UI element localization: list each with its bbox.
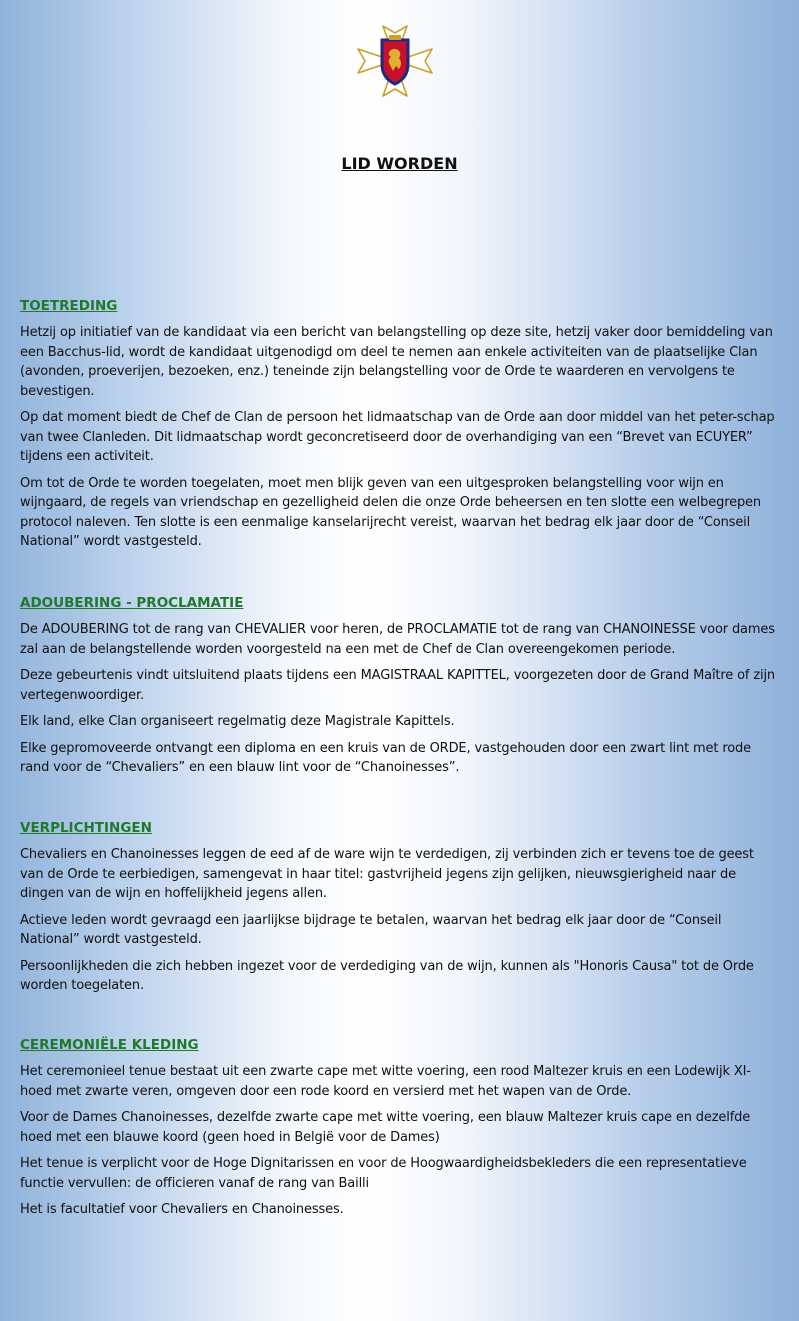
paragraph: De ADOUBERING tot de rang van CHEVALIER voor heren, de PROCLAMATIE tot de rang van CHANOINESSE voor dames zal aan de belangstellende worden voorgesteld na een met de Chef de Clan overeengekomen periode. xyxy=(20,622,775,657)
paragraph: Het tenue is verplicht voor de Hoge Dignitarissen en voor de Hoogwaardigheidsbekleders die een representatieve functie vervullen: de officieren vanaf de rang van Bailli xyxy=(20,1156,747,1191)
paragraph: Elke gepromoveerde ontvangt een diploma en een kruis van de ORDE, vastgehouden door een zwart lint met rode rand voor de “Chevaliers” en een blauw lint voor de “Chanoinesses”. xyxy=(20,740,751,775)
section-heading: CEREMONIËLE KLEDING xyxy=(20,1037,199,1053)
paragraph: Op dat moment biedt de Chef de Clan de persoon het lidmaatschap van de Orde aan door middel van het peter-schap van twee Clanleden. Dit lidmaatschap wordt geconcretiseerd door de overhandiging van een “Brevet van ECUYER” tijdens een activiteit. xyxy=(20,410,775,464)
section-toetreding xyxy=(20,297,780,559)
section-heading: VERPLICHTINGEN xyxy=(20,820,152,836)
section-heading: ADOUBERING - PROCLAMATIE xyxy=(20,595,244,611)
paragraph: Elk land, elke Clan organiseert regelmatig deze Magistrale Kapittels. xyxy=(20,714,455,729)
page-title: LID WORDEN xyxy=(341,154,458,173)
paragraph: Persoonlijkheden die zich hebben ingezet voor de verdediging van de wijn, kunnen als "Honoris Causa" tot de Orde worden toegelaten. xyxy=(20,958,754,993)
paragraph: Om tot de Orde te worden toegelaten, moet men blijk geven van een uitgesproken belangstelling voor wijn en wijngaard, de regels van vriendschap en gezelligheid delen die onze Orde beheersen en ten slotte een welbegrepen protocol naleven. Ten slotte is een eenmalige kanselarijrecht vereist, waarvan het bedrag elk jaar door de “Conseil National” wordt vastgesteld. xyxy=(20,475,761,549)
paragraph: Hetzij op initiatief van de kandidaat via een bericht van belangstelling op deze site, hetzij vaker door bemiddeling van een Bacchus-lid, wordt de kandidaat uitgenodigd om deel te nemen aan enkele activiteiten van de plaatselijke Clan (avonden, proeverijen, bezoeken, enz.) teneinde zijn belangstelling voor de Orde te waarderen en vervolgens te bevestigen. xyxy=(20,325,773,399)
paragraph: Chevaliers en Chanoinesses leggen de eed af de ware wijn te verdedigen, zij verbinden zich er tevens toe de geest van de Orde te eerbiedigen, samengevat in haar titel: gastvrijheid jegens zijn gelijken, nieuwsgierigheid naar de dingen van de wijn en hoffelijkheid jegens allen. xyxy=(20,847,754,901)
paragraph: Deze gebeurtenis vindt uitsluitend plaats tijdens een MAGISTRAAL KAPITTEL, voorgezeten door de Grand Maître of zijn vertegenwoordiger. xyxy=(20,668,776,703)
section-ceremoniele-kleding xyxy=(20,1036,780,1227)
maltese-cross-crest-logo xyxy=(355,22,435,100)
paragraph: Het is facultatief voor Chevaliers en Chanoinesses. xyxy=(20,1202,344,1217)
paragraph: Actieve leden wordt gevraagd een jaarlijkse bijdrage te betalen, waarvan het bedrag elk jaar door de “Conseil National” wordt vastgesteld. xyxy=(20,912,722,947)
crest-crown xyxy=(389,35,401,40)
paragraph: Voor de Dames Chanoinesses, dezelfde zwarte cape met witte voering, een blauw Maltezer kruis cape en dezelfde hoed met een blauwe koord (geen hoed in België voor de Dames) xyxy=(20,1110,751,1145)
section-heading: TOETREDING xyxy=(20,298,118,314)
section-adoubering-proclamatie xyxy=(20,594,780,785)
paragraph: Het ceremonieel tenue bestaat uit een zwarte cape met witte voering, een rood Maltezer kruis en een Lodewijk XI-hoed met zwarte veren, omgeven door een rode koord en versierd met het wapen van de Orde. xyxy=(20,1064,751,1099)
section-verplichtingen xyxy=(20,819,780,1003)
